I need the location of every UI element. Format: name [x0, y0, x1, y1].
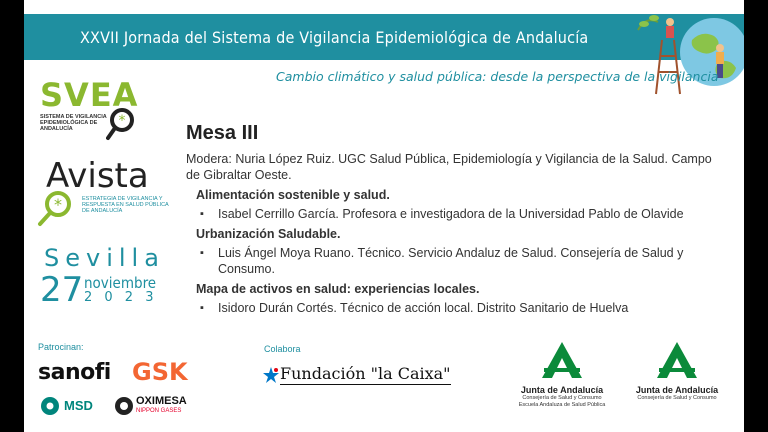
caixa-logo: Fundación "la Caixa": [280, 364, 451, 383]
avista-logo: Avista: [46, 156, 149, 196]
avista-subtitle: ESTRATEGIA DE VIGILANCIA Y RESPUESTA EN SALUD PÚBLICA DE ANDALUCÍA: [82, 196, 169, 214]
section-alimentacion: [196, 187, 736, 222]
junta-name: Junta de Andalucía: [635, 385, 719, 395]
speaker-item: ▪ Luis Ángel Moya Ruano. Técnico. Servicio Andaluz de Salud. Consejería de Salud y Consumo.: [196, 245, 726, 277]
magnifier-green-icon: [36, 188, 76, 228]
svea-logo: SVEA: [40, 76, 139, 114]
event-city: Sevilla: [44, 244, 165, 272]
junta-logo-left: [512, 340, 612, 409]
msd-icon: [40, 396, 60, 416]
svg-text:*: *: [54, 195, 62, 214]
section-title: Alimentación sostenible y salud.: [196, 188, 390, 202]
section-title: Mapa de activos en salud: experiencias locales.: [196, 282, 480, 296]
section-title: Urbanización Saludable.: [196, 227, 341, 241]
section-urbanizacion: [196, 226, 736, 277]
junta-sub-2: Escuela Andaluza de Salud Pública: [518, 402, 606, 408]
moderator-text: Modera: Nuria López Ruiz. UGC Salud Pública, Epidemiología y Vigilancia de la Salud. Campo de Gibraltar Oeste.: [186, 152, 712, 182]
earth-illustration: [634, 0, 744, 100]
section-mapa-activos: [196, 281, 736, 316]
speaker-item: ▪ Isidoro Durán Cortés. Técnico de acción local. Distrito Sanitario de Huelva: [196, 300, 726, 316]
header-subtitle: Cambio climático y salud pública: desde la perspectiva de la vigilancia: [276, 69, 719, 84]
svea-subtitle: SISTEMA DE VIGILANCIA EPIDEMIOLÓGICA DE ANDALUCÍA: [40, 114, 107, 132]
junta-name: Junta de Andalucía: [520, 385, 604, 395]
header-title: XXVII Jornada del Sistema de Vigilancia Epidemiológica de Andalucía: [80, 28, 589, 47]
oximesa-sub: NIPPON GASES: [136, 408, 182, 414]
event-year: 2 0 2 3: [84, 290, 158, 305]
colabora-label: Colabora: [264, 344, 301, 354]
junta-sub: Consejería de Salud y Consumo: [637, 395, 717, 401]
gsk-logo: GSK: [132, 358, 188, 386]
event-day: 27: [40, 270, 84, 310]
caixa-star-icon: [262, 366, 280, 384]
speaker-item: ▪ Isabel Cerrillo García. Profesora e investigadora de la Universidad Pablo de Olavide: [196, 206, 726, 222]
slide: [24, 0, 744, 432]
event-month: noviembre: [84, 274, 157, 292]
svg-text:*: *: [118, 113, 126, 129]
oximesa-name: OXIMESA: [136, 395, 187, 407]
junta-arch-icon: [540, 340, 584, 378]
mesa-content: [186, 122, 736, 316]
junta-arch-icon: [655, 340, 699, 378]
junta-sub: Consejería de Salud y Consumo: [522, 395, 602, 401]
patrocinan-label: Patrocinan:: [38, 342, 84, 352]
mesa-title: Mesa III: [186, 122, 259, 144]
junta-logo-right: [622, 340, 732, 402]
sanofi-logo: sanofi: [38, 360, 111, 385]
oximesa-icon: [114, 396, 134, 416]
msd-logo: MSD: [64, 398, 93, 413]
oximesa-logo: [136, 396, 187, 416]
